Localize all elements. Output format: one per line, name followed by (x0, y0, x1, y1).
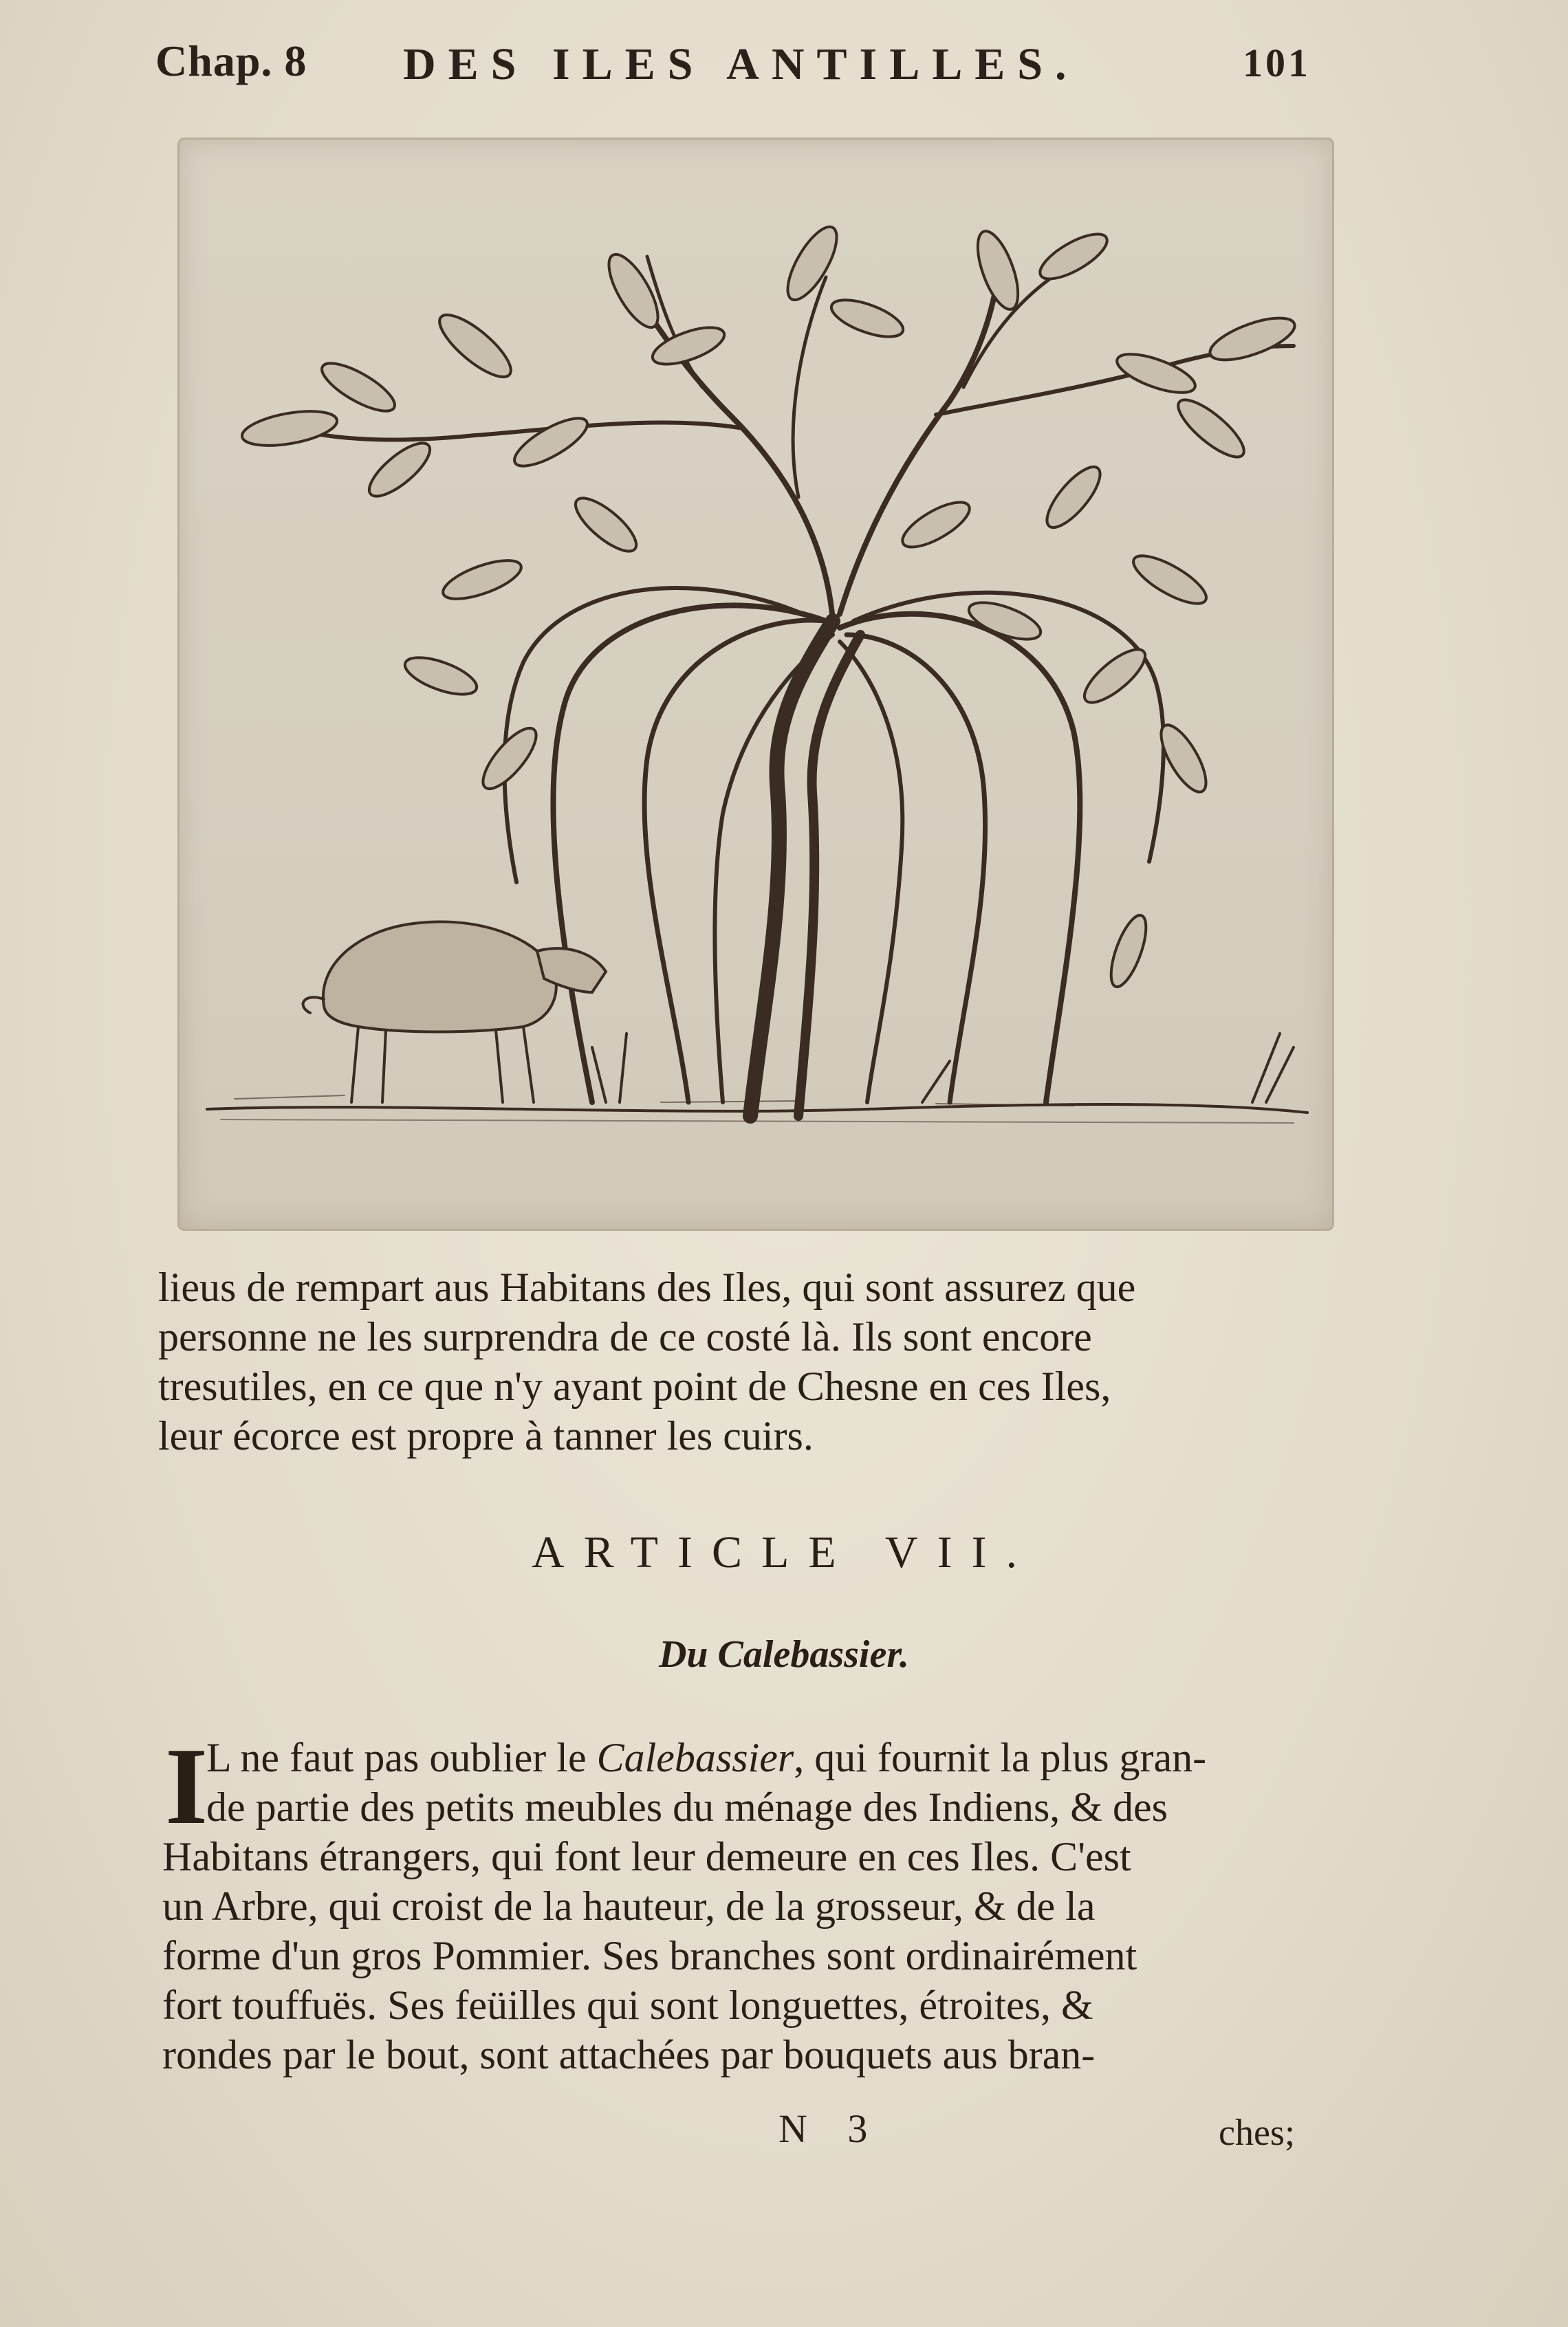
catchword: ches; (1219, 2112, 1295, 2153)
text-line: rondes par le bout, sont attachées par bouquets aus bran- (162, 2032, 1096, 2077)
paragraph-1 (158, 1263, 1314, 1461)
text-segment: L ne faut pas oublier le (206, 1735, 597, 1780)
running-header (155, 36, 1311, 111)
text-line (162, 1733, 1318, 1782)
text-line: fort touffuës. Ses feüilles qui sont longuettes, étroites, & (162, 1982, 1093, 2028)
text-line: personne ne les surprendra de ce costé là. Ils sont encore (158, 1314, 1092, 1359)
text-line: lieus de rempart aus Habitans des Iles, qui sont assurez que (158, 1265, 1136, 1310)
paragraph-2 (162, 1725, 1318, 2079)
text-line: tresutiles, en ce que n'y ayant point de Chesne en ces Iles, (158, 1364, 1111, 1409)
text-line: leur écorce est propre à tanner les cuirs. (158, 1413, 814, 1459)
text-line: Habitans étrangers, qui font leur demeure en ces Iles. C'est (162, 1834, 1131, 1879)
italic-term: Calebassier (596, 1735, 794, 1780)
chapter-label: Chap. 8 (155, 36, 307, 85)
text-segment: , qui fournit la plus gran- (794, 1735, 1207, 1780)
text-line: forme d'un gros Pommier. Ses branches sont ordinairément (162, 1933, 1137, 1978)
running-title: DES ILES ANTILLES. (403, 39, 1079, 89)
article-subtitle: Du Calebassier. (658, 1633, 910, 1676)
drop-capital: I (165, 1725, 208, 1847)
page-number: 101 (1243, 41, 1311, 85)
article-heading: ARTICLE VII. (531, 1527, 1037, 1577)
text-line: de partie des petits meubles du ménage des Indiens, & des (206, 1784, 1168, 1830)
engraving-plate (177, 138, 1334, 1231)
tree-engraving-illustration (179, 140, 1332, 1229)
text-line: un Arbre, qui croist de la hauteur, de la grosseur, & de la (162, 1883, 1096, 1929)
signature-mark: N 3 (778, 2106, 883, 2151)
